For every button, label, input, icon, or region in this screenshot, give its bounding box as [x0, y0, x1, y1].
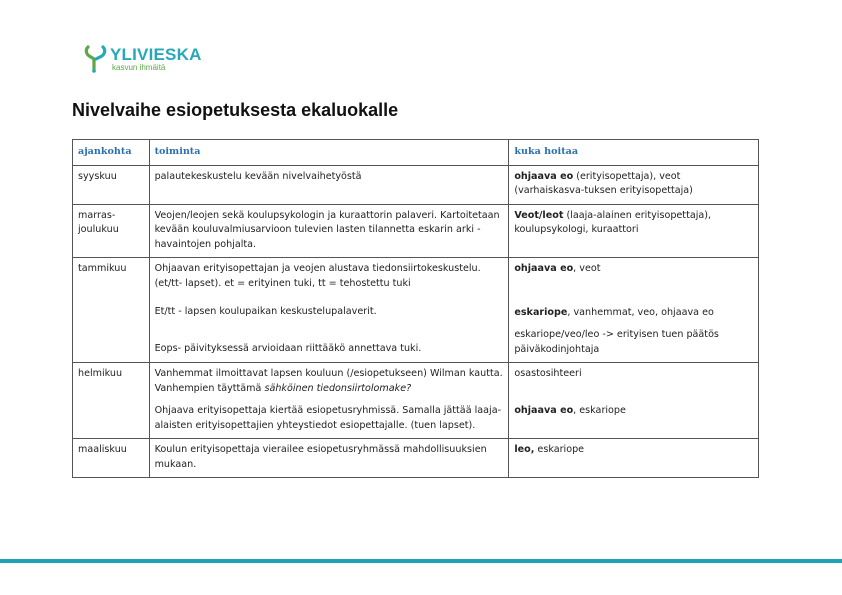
action-line: Et/tt - lapsen koulupaikan keskustelupalaverit. [154, 306, 377, 317]
who-line: osastosihteeri [514, 368, 582, 379]
row-time: syyskuu [73, 165, 150, 204]
who-line [514, 262, 753, 277]
ylivieska-logo-icon [84, 44, 108, 74]
action-italic: sähköinen tiedonsiirtolomake? [264, 382, 412, 394]
who-bold: Veot/leot [514, 209, 564, 221]
header-toiminta: toiminta [149, 140, 509, 166]
who-bold: ohjaava eo [514, 404, 574, 416]
who-line [514, 404, 753, 419]
who-rest: , veot [573, 263, 601, 274]
action-line: Eops- päivityksessä arvioidaan riittääkö annettava tuki. [154, 342, 422, 354]
page-title: Nivelvaihe esiopetuksesta ekaluokalle [72, 100, 399, 120]
action-text: Vanhemmat ilmoittavat lapsen kouluun (/esiopetukseen) Wilman kautta. Vanhempien täyttämä [154, 368, 503, 394]
header-kuka-hoitaa: kuka hoitaa [509, 140, 759, 166]
row-who [509, 258, 759, 363]
row-who [509, 204, 759, 258]
row-who [509, 363, 759, 439]
who-bold: ohjaava eo [514, 170, 574, 182]
action-line: Ohjaavan erityisopettajan ja veojen alustava tiedonsiirtokeskustelu. (et/tt- lapset). et = erityinen tuki, tt = tehostettu tuki [154, 263, 481, 289]
row-who [509, 165, 759, 204]
row-time: helmikuu [73, 363, 150, 439]
who-bold: leo, [514, 444, 535, 455]
row-time: maaliskuu [73, 439, 150, 478]
table-row [73, 165, 759, 204]
who-rest: , vanhemmat, veo, ohjaava eo [567, 306, 714, 318]
table-row [73, 439, 759, 478]
table-row [73, 363, 759, 439]
logo-tagline: kasvun ihmäitä [112, 63, 166, 72]
action-line: Ohjaava erityisopettaja kiertää esiopetusryhmissä. Samalla jättää laaja-alaisten erityisopettajien yhteystiedot esiopettajalle. (tuen lapset). [154, 405, 502, 431]
table-header-row [73, 140, 759, 166]
row-action: Koulun erityisopettaja vierailee esiopetusryhmässä mahdollisuuksien mukaan. [149, 439, 509, 478]
who-bold: ohjaava eo [514, 263, 574, 274]
action-line [155, 367, 504, 396]
row-action [149, 258, 509, 363]
table-row [73, 258, 759, 363]
header-ajankohta: ajankohta [73, 140, 150, 166]
logo-wordmark: YLIVIESKA [110, 45, 202, 64]
row-time: marras-joulukuu [73, 204, 150, 258]
who-bold: eskariope [514, 306, 568, 318]
row-action [149, 363, 509, 439]
who-rest: (laaja-alainen erityisopettaja), koulupsykologi, kuraattori [514, 209, 712, 235]
footer-accent-bar [0, 559, 842, 563]
row-who [509, 439, 759, 478]
who-rest: , eskariope [573, 404, 626, 416]
row-action: Veojen/leojen sekä koulupsykologin ja kuraattorin palaveri. Kartoitetaan kevään kouluvalmiusarvioon tulevien lasten tilannetta eskarin arki -havaintojen pohjalta. [149, 204, 509, 258]
row-time: tammikuu [73, 258, 150, 363]
logo [84, 44, 204, 74]
who-rest: (erityisopettaja), veot (varhaiskasva-tuksen erityisopettaja) [514, 170, 693, 196]
who-rest: eskariope [534, 444, 585, 455]
who-line: eskariope/veo/leo -> erityisen tuen päätös päiväkodinjohtaja [514, 329, 719, 355]
row-action: palautekeskustelu kevään nivelvaihetyöstä [149, 165, 509, 204]
who-line [514, 306, 753, 321]
table-row [73, 204, 759, 258]
transition-table [72, 139, 759, 478]
